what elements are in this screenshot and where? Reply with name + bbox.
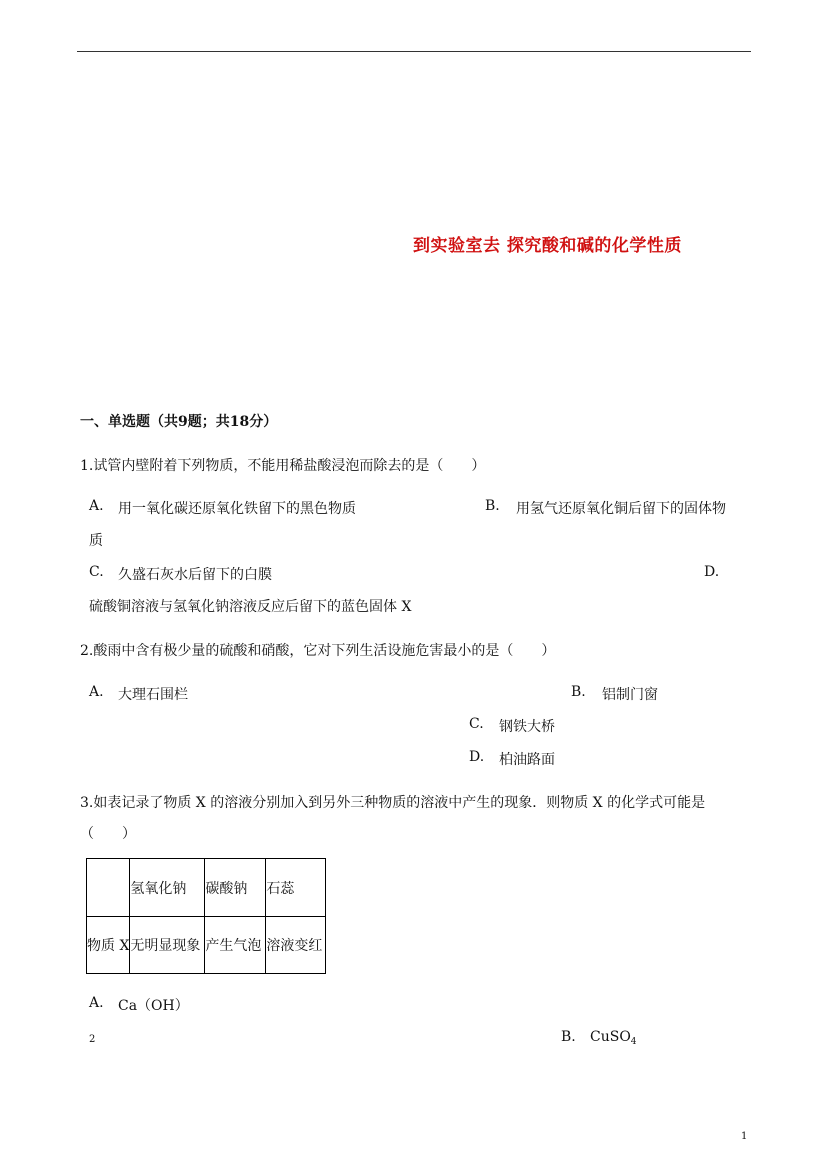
section-heading: 一、单选题（共9题；共18分）	[80, 414, 278, 430]
table-header-cell: 碳酸钠	[205, 859, 266, 917]
q1-option-a-label: A.	[89, 498, 104, 514]
header-rule	[77, 51, 751, 52]
q2-option-d-label: D.	[469, 749, 485, 765]
page-number: 1	[741, 1131, 748, 1142]
q2-option-c-label: C.	[469, 716, 484, 732]
table-cell: 产生气泡	[205, 917, 266, 974]
q3-option-a-subscript: 2	[89, 1034, 96, 1045]
q1-option-b-text: 用氢气还原氧化铜后留下的固体物	[516, 501, 726, 517]
q2-option-a-text: 大理石围栏	[118, 687, 188, 703]
table-header-cell: 石蕊	[266, 859, 326, 917]
q3-option-b-subscript: 4	[630, 1037, 637, 1047]
q2-option-b-label: B.	[571, 684, 586, 700]
table-row	[87, 917, 326, 974]
table-header-cell	[87, 859, 130, 917]
q3-option-a-label: A.	[89, 995, 104, 1011]
table-header-cell: 氢氧化钠	[130, 859, 205, 917]
q1-option-b-continued: 质	[89, 533, 103, 549]
q3-option-a-text: Ca（OH）	[118, 998, 189, 1014]
question-1-stem: 1.试管内壁附着下列物质，不能用稀盐酸浸泡而除去的是（ ）	[80, 458, 486, 474]
question-2-stem: 2.酸雨中含有极少量的硫酸和硝酸，它对下列生活设施危害最小的是（ ）	[80, 643, 556, 659]
q2-option-b-text: 铝制门窗	[602, 687, 658, 703]
q2-option-a-label: A.	[89, 684, 104, 700]
q3-option-b-text: CuSO	[590, 1029, 631, 1045]
q3-option-b-formula	[590, 1029, 637, 1047]
q2-option-d-text: 柏油路面	[499, 752, 555, 768]
question-3-stem-continued: （ ）	[80, 826, 136, 842]
table-cell: 物质 X	[87, 917, 130, 974]
table-cell: 无明显现象	[130, 917, 205, 974]
q1-option-d-label: D.	[704, 564, 720, 580]
table-header-row	[87, 859, 326, 917]
q1-option-b-label: B.	[485, 498, 500, 514]
q1-option-a-text: 用一氧化碳还原氧化铁留下的黑色物质	[118, 501, 356, 517]
table-cell: 溶液变红	[266, 917, 326, 974]
observation-table	[86, 858, 326, 974]
q1-option-c-label: C.	[89, 564, 104, 580]
q2-option-c-text: 钢铁大桥	[499, 719, 555, 735]
page-title: 到实验室去 探究酸和碱的化学性质	[413, 236, 682, 256]
question-3-stem: 3.如表记录了物质 X 的溶液分别加入到另外三种物质的溶液中产生的现象．则物质 X 的化学式可能是	[80, 795, 706, 811]
q3-option-b-label: B.	[561, 1029, 576, 1045]
q1-option-d-text: 硫酸铜溶液与氢氧化钠溶液反应后留下的蓝色固体 X	[89, 599, 412, 615]
q1-option-c-text: 久盛石灰水后留下的白膜	[118, 567, 272, 583]
